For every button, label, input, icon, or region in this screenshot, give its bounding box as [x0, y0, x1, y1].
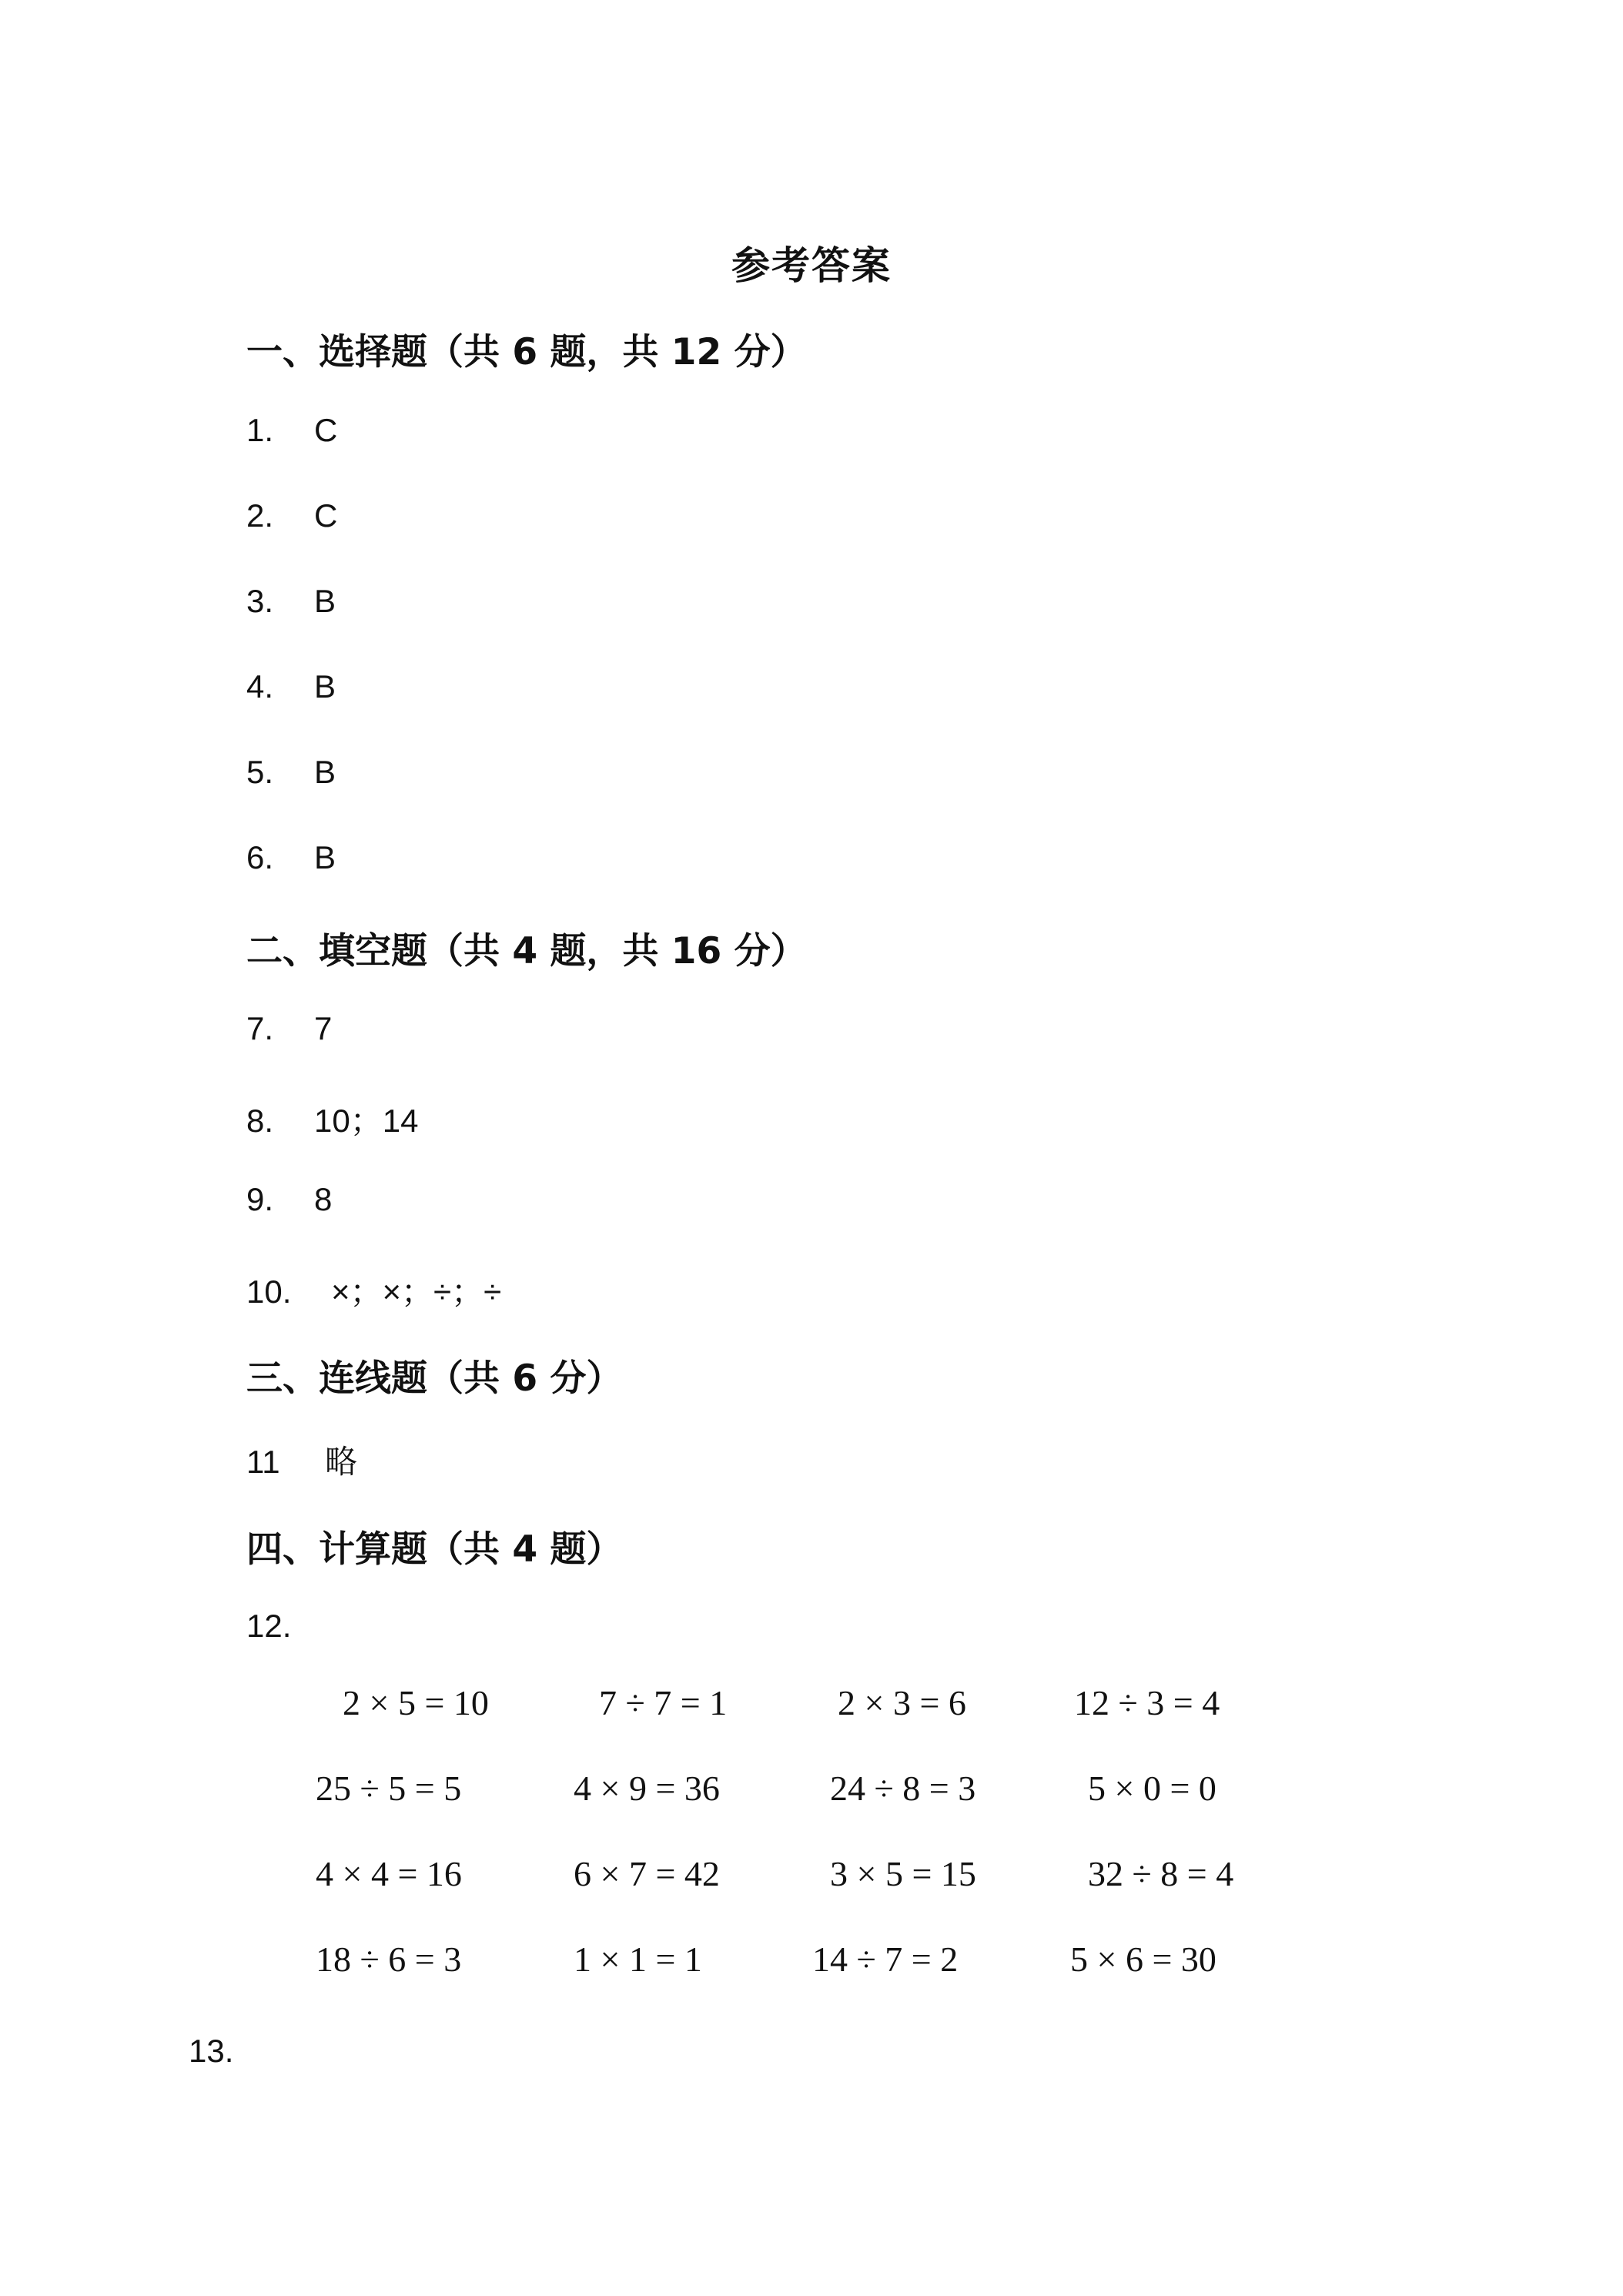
item-number: 8. [246, 1103, 274, 1139]
item-number: 9. [246, 1181, 274, 1217]
calc-equation: 32 ÷ 8 = 4 [1088, 1854, 1234, 1893]
item-number: 12. [246, 1608, 292, 1644]
page-title: 参考答案 [731, 243, 892, 288]
calc-row [316, 1682, 1317, 1768]
item-answer: 略 [325, 1443, 358, 1481]
item-answer: 8 [314, 1181, 333, 1217]
item-number: 5. [246, 754, 274, 790]
calc-equation: 1 × 1 = 1 [574, 1940, 702, 1979]
item-number: 3. [246, 583, 274, 619]
calc-row [316, 1853, 1317, 1939]
calc-equation: 25 ÷ 5 = 5 [316, 1769, 462, 1808]
calc-equation: 3 × 5 = 15 [830, 1854, 976, 1893]
calc-equation: 5 × 0 = 0 [1088, 1769, 1216, 1808]
item-number: 10. [246, 1274, 292, 1310]
section-heading-choice: 一、选择题（共 6 题，共 12 分） [246, 331, 807, 373]
item-answer: C [314, 497, 338, 534]
item-answer: B [314, 754, 336, 790]
item-answer: 7 [314, 1010, 333, 1046]
item-number: 6. [246, 839, 274, 875]
item-13-number: 13. [189, 2033, 234, 2069]
answer-item [246, 412, 337, 449]
item-answer: B [314, 839, 336, 875]
calc-equation: 12 ÷ 3 = 4 [1074, 1683, 1220, 1722]
answer-item [246, 839, 336, 876]
calc-equation: 5 × 6 = 30 [1070, 1940, 1216, 1979]
item-number: 11 [246, 1444, 280, 1480]
item-number: 7. [246, 1010, 274, 1046]
section-heading-calc: 四、计算题（共 4 题） [246, 1528, 623, 1571]
item-answer: 10；14 [314, 1103, 419, 1139]
calc-equation: 4 × 9 = 36 [574, 1769, 720, 1808]
answer-item [246, 497, 337, 534]
section-heading-matching: 三、连线题（共 6 分） [246, 1357, 623, 1400]
section-heading-fill: 二、填空题（共 4 题，共 16 分） [246, 930, 807, 972]
calc-equation: 6 × 7 = 42 [574, 1854, 720, 1893]
answer-item [246, 1010, 332, 1047]
answer-item [246, 1608, 314, 1645]
calc-equation: 2 × 3 = 6 [838, 1683, 966, 1722]
answer-item [246, 754, 336, 791]
calc-row [316, 1939, 1317, 2024]
calc-equation: 18 ÷ 6 = 3 [316, 1940, 462, 1979]
answer-item [246, 668, 336, 705]
calc-equation: 24 ÷ 8 = 3 [830, 1769, 976, 1808]
item-number: 2. [246, 497, 274, 534]
item-answer: B [314, 668, 336, 705]
calc-equation: 4 × 4 = 16 [316, 1854, 462, 1893]
answer-item [246, 1437, 357, 1483]
item-number: 4. [246, 668, 274, 705]
calculation-grid [316, 1682, 1317, 2024]
calc-equation: 7 ÷ 7 = 1 [599, 1683, 728, 1722]
calc-row [316, 1768, 1317, 1853]
answer-item [246, 1096, 418, 1142]
answer-item [246, 1267, 501, 1313]
item-answer: C [314, 412, 338, 448]
answer-item [246, 583, 336, 620]
answer-item [246, 1181, 332, 1218]
item-number: 1. [246, 412, 274, 448]
item-answer: ×；×；÷；÷ [331, 1274, 502, 1310]
item-answer: B [314, 583, 336, 619]
calc-equation: 2 × 5 = 10 [343, 1683, 489, 1722]
calc-equation: 14 ÷ 7 = 2 [812, 1940, 959, 1979]
